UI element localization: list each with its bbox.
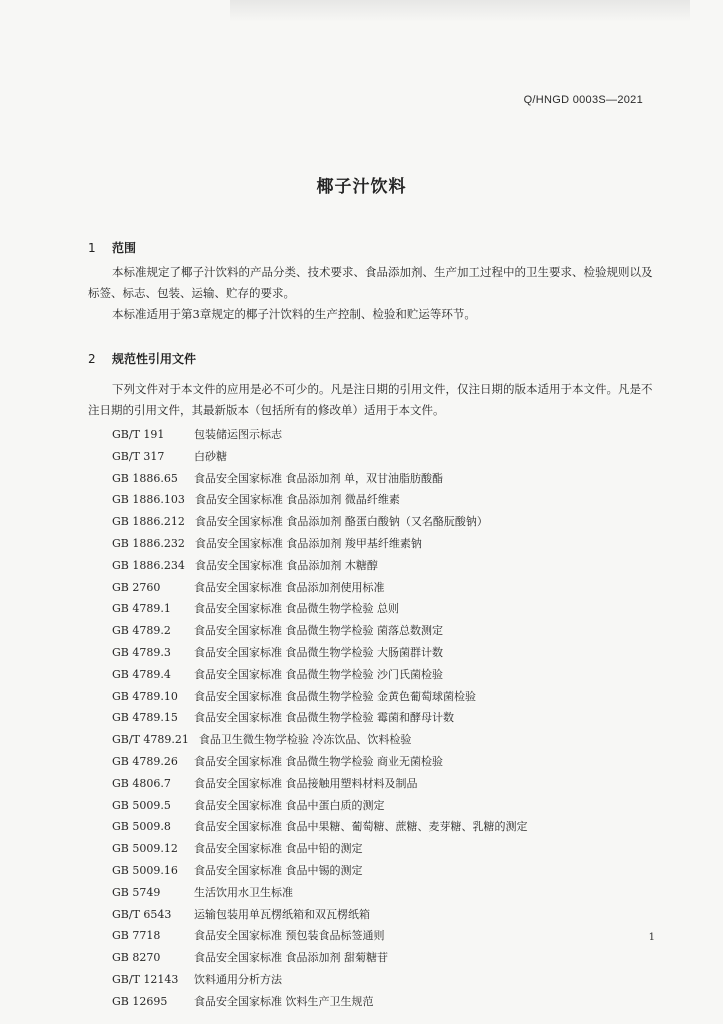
reference-code: GB/T 4789.21 [112, 733, 189, 747]
reference-item [112, 838, 632, 860]
reference-code: GB/T 317 [112, 449, 165, 463]
reference-code: GB 1886.212 [112, 515, 185, 529]
reference-item [112, 598, 632, 620]
reference-code: GB 2760 [112, 580, 161, 594]
reference-item [112, 751, 632, 773]
reference-title: 食品安全国家标准 食品中铅的测定 [194, 842, 363, 856]
reference-code: GB 5009.5 [112, 798, 171, 812]
reference-code: GB 4789.15 [112, 711, 178, 725]
reference-code: GB/T 6543 [112, 907, 172, 921]
section-title: 范围 [112, 241, 137, 255]
scan-artifact [230, 0, 690, 22]
reference-item [112, 882, 632, 904]
reference-code: GB 5009.16 [112, 863, 178, 877]
reference-item [112, 969, 632, 991]
reference-title: 食品安全国家标准 食品添加剂使用标准 [194, 580, 385, 594]
section-number: 2 [88, 352, 96, 366]
reference-item [112, 577, 632, 599]
reference-item [112, 489, 632, 511]
reference-code: GB 4789.26 [112, 754, 178, 768]
reference-code: GB 5009.12 [112, 842, 178, 856]
reference-item [112, 533, 632, 555]
page-number: 1 [648, 932, 655, 943]
reference-title: 食品安全国家标准 食品中果糖、葡萄糖、蔗糖、麦芽糖、乳糖的测定 [194, 820, 528, 834]
reference-title: 食品安全国家标准 食品微生物学检验 菌落总数测定 [194, 624, 443, 638]
reference-item [112, 555, 632, 577]
reference-title: 饮料通用分析方法 [194, 972, 282, 986]
reference-item [112, 773, 632, 795]
reference-code: GB 4789.4 [112, 667, 171, 681]
reference-title: 食品卫生微生物学检验 冷冻饮品、饮料检验 [198, 733, 412, 747]
reference-title: 食品安全国家标准 食品添加剂 羧甲基纤维素钠 [194, 536, 422, 550]
reference-list [112, 424, 632, 1013]
section-1-paragraph-2: 本标准适用于第3章规定的椰子汁饮料的生产控制、检验和贮运等环节。 [112, 307, 476, 321]
reference-item [112, 424, 632, 446]
reference-title: 食品安全国家标准 食品中锡的测定 [194, 863, 363, 877]
document-title: 椰子汁饮料 [316, 177, 407, 197]
reference-item [112, 642, 632, 664]
reference-title: 包装储运图示标志 [194, 428, 282, 441]
reference-code: GB 1886.103 [112, 493, 185, 507]
reference-code: GB 1886.234 [112, 558, 185, 572]
reference-code: GB/T 12143 [112, 972, 179, 986]
reference-title: 食品安全国家标准 饮料生产卫生规范 [194, 994, 374, 1008]
reference-title: 食品安全国家标准 食品微生物学检验 总则 [194, 602, 399, 616]
reference-code: GB 4789.1 [112, 602, 171, 616]
reference-title: 食品安全国家标准 食品添加剂 甜菊糖苷 [194, 951, 388, 965]
section-2-heading [88, 350, 196, 367]
reference-item [112, 446, 632, 468]
reference-item [112, 904, 632, 926]
reference-title: 食品安全国家标准 食品接触用塑料材料及制品 [194, 776, 418, 790]
reference-item [112, 991, 632, 1013]
reference-item [112, 511, 632, 533]
section-1-heading [88, 239, 136, 256]
reference-item [112, 860, 632, 882]
reference-item [112, 707, 632, 729]
reference-code: GB 4789.10 [112, 689, 178, 703]
reference-title: 食品安全国家标准 食品添加剂 木糖醇 [194, 558, 378, 572]
reference-item [112, 620, 632, 642]
reference-item [112, 795, 632, 817]
reference-code: GB 12695 [112, 994, 168, 1008]
document-code: Q/HNGD 0003S—2021 [523, 94, 643, 106]
reference-title: 食品安全国家标准 食品微生物学检验 霉菌和酵母计数 [194, 711, 454, 725]
reference-code: GB 8270 [112, 951, 161, 965]
reference-code: GB 4806.7 [112, 776, 171, 790]
section-2-intro: 下列文件对于本文件的应用是必不可少的。凡是注日期的引用文件，仅注日期的版本适用于本文件。凡是不注日期的引用文件，其最新版本（包括所有的修改单）适用于本文件。 [88, 382, 653, 417]
reference-item [112, 816, 632, 838]
reference-item [112, 729, 632, 751]
reference-title: 食品安全国家标准 食品微生物学检验 沙门氏菌检验 [194, 667, 443, 681]
reference-code: GB/T 191 [112, 428, 165, 441]
section-1-paragraph-1: 本标准规定了椰子汁饮料的产品分类、技术要求、食品添加剂、生产加工过程中的卫生要求、检验规则以及标签、标志、包装、运输、贮存的要求。 [88, 265, 653, 300]
reference-title: 食品安全国家标准 预包装食品标签通则 [194, 929, 385, 943]
reference-item [112, 468, 632, 490]
reference-item [112, 686, 632, 708]
reference-title: 运输包装用单瓦楞纸箱和双瓦楞纸箱 [194, 907, 370, 921]
reference-title: 食品安全国家标准 食品微生物学检验 大肠菌群计数 [194, 645, 443, 659]
reference-code: GB 1886.65 [112, 471, 178, 485]
reference-code: GB 5009.8 [112, 820, 171, 834]
reference-code: GB 5749 [112, 885, 161, 899]
reference-title: 食品安全国家标准 食品添加剂 单，双甘油脂肪酸酯 [194, 471, 443, 485]
reference-title: 食品安全国家标准 食品添加剂 酪蛋白酸钠（又名酪朊酸钠） [194, 515, 488, 529]
reference-item [112, 947, 632, 969]
reference-title: 食品安全国家标准 食品中蛋白质的测定 [194, 798, 385, 812]
reference-title: 食品安全国家标准 食品微生物学检验 商业无菌检验 [194, 754, 443, 768]
reference-code: GB 7718 [112, 929, 161, 943]
section-number: 1 [88, 241, 96, 255]
reference-title: 食品安全国家标准 食品添加剂 微晶纤维素 [194, 493, 400, 507]
section-title: 规范性引用文件 [112, 352, 197, 366]
reference-title: 食品安全国家标准 食品微生物学检验 金黄色葡萄球菌检验 [194, 689, 476, 703]
reference-code: GB 4789.2 [112, 624, 171, 638]
reference-item [112, 664, 632, 686]
reference-title: 生活饮用水卫生标准 [194, 885, 293, 899]
reference-item [112, 925, 632, 947]
reference-title: 白砂糖 [194, 449, 227, 463]
reference-code: GB 4789.3 [112, 645, 171, 659]
reference-code: GB 1886.232 [112, 536, 185, 550]
